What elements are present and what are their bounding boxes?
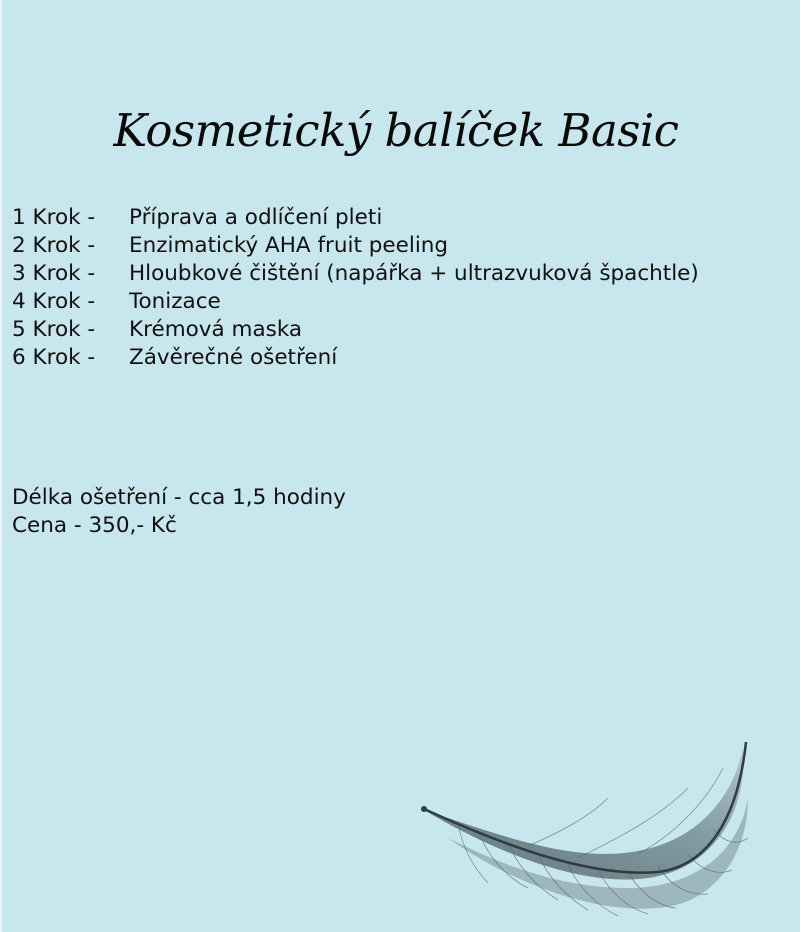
step-item (12, 288, 699, 316)
step-text: Tonizace (129, 289, 221, 314)
treatment-info (12, 484, 346, 540)
step-item (12, 260, 699, 288)
step-label: 1 Krok - (12, 205, 96, 230)
step-label: 5 Krok - (12, 317, 96, 342)
feather-icon (418, 738, 760, 932)
step-item (12, 232, 699, 260)
step-text: Příprava a odlíčení pleti (129, 205, 383, 230)
step-label: 3 Krok - (12, 261, 96, 286)
step-item (12, 204, 699, 232)
step-item (12, 344, 699, 372)
step-label: 2 Krok - (12, 233, 96, 258)
step-text: Závěrečné ošetření (129, 345, 338, 370)
page-title: Kosmetický balíček Basic (113, 104, 679, 157)
step-text: Krémová maska (129, 317, 303, 342)
step-text: Hloubkové čištění (napářka + ultrazvuková špachtle) (129, 261, 699, 286)
step-text: Enzimatický AHA fruit peeling (129, 233, 449, 258)
step-label: 4 Krok - (12, 289, 96, 314)
price-text: Cena - 350,- Kč (12, 513, 177, 538)
step-label: 6 Krok - (12, 345, 96, 370)
steps-list (12, 204, 699, 372)
duration-text: Délka ošetření - cca 1,5 hodiny (12, 485, 346, 510)
step-item (12, 316, 699, 344)
